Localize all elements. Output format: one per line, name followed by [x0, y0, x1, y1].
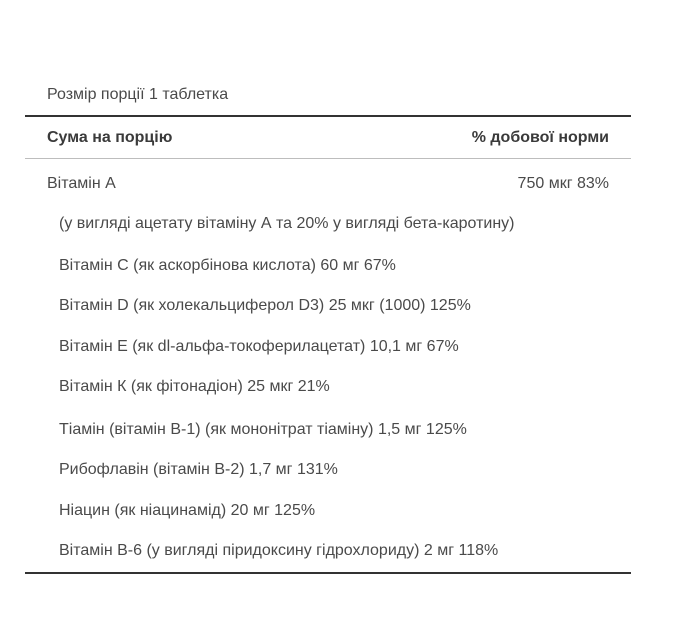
nutrient-row: Вітамін К (як фітонадіон) 25 мкг 21% [59, 378, 330, 395]
nutrient-row: (у вигляді ацетату вітаміну А та 20% у вигляді бета-каротину) [59, 215, 515, 232]
daily-value-label: % добової норми [471, 129, 609, 146]
nutrient-row: Вітамін С (як аскорбінова кислота) 60 мг 67% [59, 257, 396, 274]
nutrient-amount: 750 мкг 83% [517, 175, 609, 192]
serving-size: Розмір порції 1 таблетка [47, 86, 229, 103]
supplement-facts-panel [25, 0, 631, 630]
header-divider [25, 158, 631, 159]
nutrient-row: Рибофлавін (вітамін В-2) 1,7 мг 131% [59, 461, 338, 478]
top-divider [25, 115, 631, 117]
bottom-divider [25, 572, 631, 574]
nutrient-name: Вітамін А [47, 175, 116, 192]
nutrient-row: Вітамін D (як холекальциферол D3) 25 мкг (1000) 125% [59, 297, 471, 314]
nutrient-row: Вітамін Е (як dl-альфа-токоферилацетат) 10,1 мг 67% [59, 338, 459, 355]
table-header [47, 129, 609, 147]
amount-per-serving-label: Сума на порцію [47, 129, 173, 146]
nutrient-row: Вітамін В-6 (у вигляді піридоксину гідрохлориду) 2 мг 118% [59, 542, 499, 559]
nutrient-row: Тіамін (вітамін В-1) (як мононітрат тіаміну) 1,5 мг 125% [59, 421, 467, 438]
nutrient-row: Ніацин (як ніацинамід) 20 мг 125% [59, 502, 316, 519]
nutrient-row-vitamin-a [47, 175, 609, 193]
